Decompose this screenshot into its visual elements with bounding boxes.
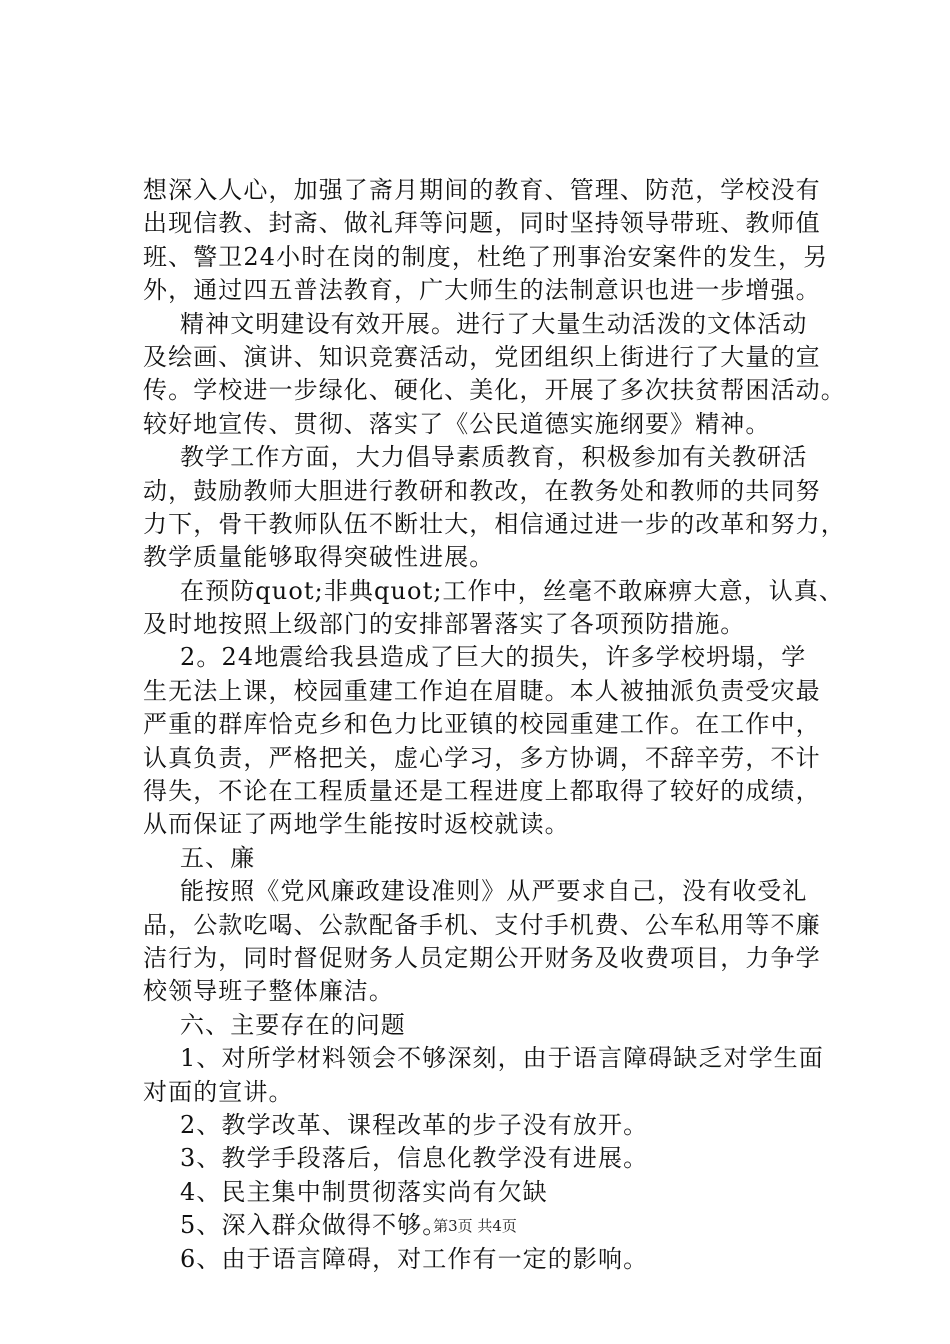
list-item: 6、由于语言障碍，对工作有一定的影响。 — [180, 1244, 649, 1273]
page-number-footer: 第3页 共4页 — [433, 1217, 517, 1235]
text-line: 生无法上课，校园重建工作迫在眉睫。本人被抽派负责受灾最 — [143, 676, 821, 705]
text-line: 出现信教、封斋、做礼拜等问题，同时坚持领导带班、教师值 — [143, 209, 821, 238]
paragraph-start-line: 能按照《党风廉政建设准则》从严要求自己，没有收受礼 — [180, 877, 808, 906]
text-line: 洁行为，同时督促财务人员定期公开财务及收费项目，力争学 — [143, 943, 821, 972]
list-item: 3、教学手段落后，信息化教学没有进展。 — [180, 1144, 649, 1173]
text-line: 教学质量能够取得突破性进展。 — [143, 543, 495, 572]
document-body — [143, 174, 846, 1276]
text-line: 传。学校进一步绿化、硬化、美化，开展了多次扶贫帮困活动。 — [143, 376, 846, 405]
paragraph-start-line: 2。24地震给我县造成了巨大的损失，许多学校坍塌，学 — [180, 643, 807, 672]
text-line: 认真负责，严格把关，虚心学习，多方协调，不辞辛劳，不计 — [143, 743, 821, 772]
text-line: 及绘画、演讲、知识竞赛活动，党团组织上街进行了大量的宣 — [143, 342, 821, 371]
text-line: 校领导班子整体廉洁。 — [143, 977, 394, 1006]
list-item: 4、民主集中制贯彻落实尚有欠缺 — [180, 1177, 548, 1206]
paragraph-start-line: 精神文明建设有效开展。进行了大量生动活泼的文体活动 — [180, 309, 808, 338]
text-line: 动，鼓励教师大胆进行教研和教改，在教务处和教师的共同努 — [143, 476, 821, 505]
text-line: 外，通过四五普法教育，广大师生的法制意识也进一步增强。 — [143, 276, 821, 305]
list-item: 2、教学改革、课程改革的步子没有放开。 — [180, 1110, 649, 1139]
text-line: 得失，不论在工程质量还是工程进度上都取得了较好的成绩， — [143, 777, 821, 806]
text-line: 严重的群库恰克乡和色力比亚镇的校园重建工作。在工作中， — [143, 710, 821, 739]
section-heading: 五、廉 — [180, 843, 256, 872]
text-line: 从而保证了两地学生能按时返校就读。 — [143, 810, 570, 839]
text-line: 班、警卫24小时在岗的制度，杜绝了刑事治安案件的发生，另 — [143, 242, 829, 271]
paragraph-start-line: 教学工作方面，大力倡导素质教育，积极参加有关教研活 — [180, 443, 808, 472]
text-line: 较好地宣传、贯彻、落实了《公民道德实施纲要》精神。 — [143, 409, 771, 438]
text-line: 力下，骨干教师队伍不断壮大，相信通过进一步的改革和努力， — [143, 509, 846, 538]
text-line: 想深入人心，加强了斋月期间的教育、管理、防范，学校没有 — [143, 176, 821, 204]
list-item: 1、对所学材料领会不够深刻，由于语言障碍缺乏对学生面 — [180, 1044, 824, 1073]
text-line: 对面的宣讲。 — [143, 1077, 294, 1106]
section-heading: 六、主要存在的问题 — [180, 1010, 406, 1039]
paragraph-start-line: 在预防quot;非典quot;工作中，丝毫不敢麻痹大意，认真、 — [180, 576, 845, 605]
text-line: 及时地按照上级部门的安排部署落实了各项预防措施。 — [143, 610, 746, 639]
list-item: 5、深入群众做得不够。 — [180, 1211, 448, 1240]
text-line: 品，公款吃喝、公款配备手机、支付手机费、公车私用等不廉 — [143, 910, 821, 939]
